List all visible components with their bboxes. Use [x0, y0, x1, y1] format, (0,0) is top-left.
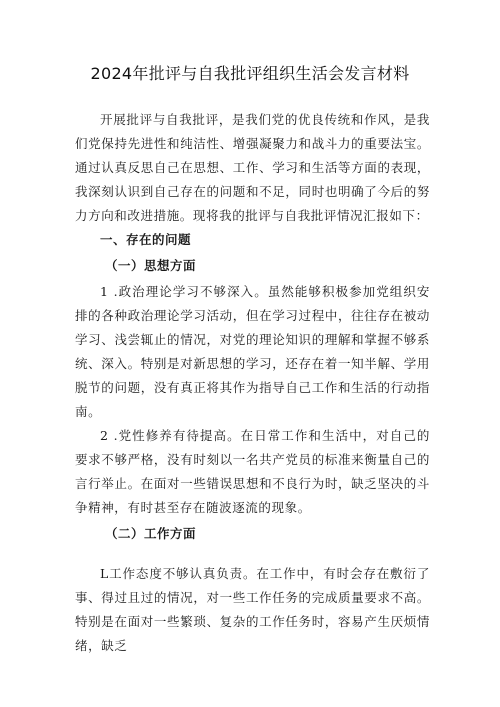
- thinking-item-2: 2 .党性修养有待提高。在日常工作和生活中，对自己的要求不够严格，没有时刻以一名共产党员的标准来衡量自己的言行举止。在面对一些错误思想和不良行为时，缺乏坚决的斗争精神，有时甚至存在随波逐流的现象。: [75, 428, 430, 515]
- subsection-heading-thinking: （一）思想方面: [105, 258, 197, 273]
- thinking-item-1: 1 .政治理论学习不够深入。虽然能够积极参加党组织安排的各种政治理论学习活动，但在学习过程中，往往存在被动学习、浅尝辄止的情况，对党的理论知识的理解和掌握不够系统、深入。特别是对新思想的学习，还存在着一知半解、学用脱节的问题，没有真正将其作为指导自己工作和生活的行动指南。: [75, 284, 430, 419]
- document-body: [75, 108, 430, 658]
- subsection-heading-work: （二）工作方面: [105, 526, 197, 541]
- document-title: 2024年批评与自我批评组织生活会发言材料: [90, 64, 410, 83]
- intro-paragraph: 开展批评与自我批评，是我们党的优良传统和作风，是我们党保持先进性和纯洁性、增强凝聚力和战斗力的重要法宝。通过认真反思自己在思想、工作、学习和生活等方面的表现，我深刻认识到自己存在的问题和不足，同时也明确了今后的努力方向和改进措施。现将我的批评与自我批评情况汇报如下：: [75, 112, 430, 223]
- section-heading-problems: 一、存在的问题: [100, 232, 192, 247]
- work-item-1: L工作态度不够认真负责。在工作中，有时会存在敷衍了事、得过且过的情况，对一些工作任务的完成质量要求不高。特别是在面对一些繁琐、复杂的工作任务时，容易产生厌烦情绪，缺乏: [75, 566, 430, 653]
